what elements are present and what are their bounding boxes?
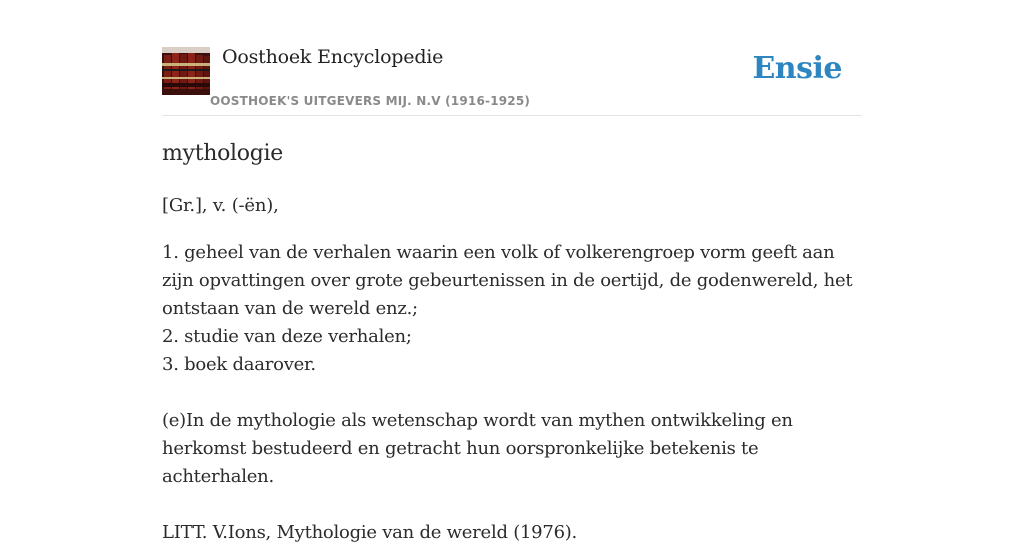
spacer xyxy=(162,491,862,519)
definition-item: 3. boek daarover. xyxy=(162,354,316,375)
entry-term: mythologie xyxy=(162,141,283,166)
entry-note: (e)In de mythologie als wetenschap wordt van mythen ontwikkeling en herkomst bestudeerd en getracht hun oorspronkelijke betekenis te achterhalen. xyxy=(162,410,793,487)
source-subtitle: OOSTHOEK'S UITGEVERS MIJ. N.V (1916-1925) xyxy=(210,94,531,108)
encyclopedia-books-icon[interactable] xyxy=(162,47,210,95)
definition-item: 1. geheel van de verhalen waarin een volk of volkerengroep vorm geeft aan zijn opvattingen over grote gebeurtenissen in de oertijd, de godenwereld, het ontstaan van de wereld enz.; xyxy=(162,242,853,319)
entry-content xyxy=(162,138,862,547)
entry-grammar: [Gr.], v. (-ën), xyxy=(162,195,279,216)
ensie-logo-link[interactable]: Ensie xyxy=(752,51,842,86)
literature-reference: LITT. V.Ions, Mythologie van de wereld (1976). xyxy=(162,522,578,543)
definition-item: 2. studie van deze verhalen; xyxy=(162,326,412,347)
source-title[interactable]: Oosthoek Encyclopedie xyxy=(222,46,444,68)
source-header xyxy=(162,46,862,116)
spacer xyxy=(162,379,862,407)
definition-list xyxy=(162,239,862,379)
